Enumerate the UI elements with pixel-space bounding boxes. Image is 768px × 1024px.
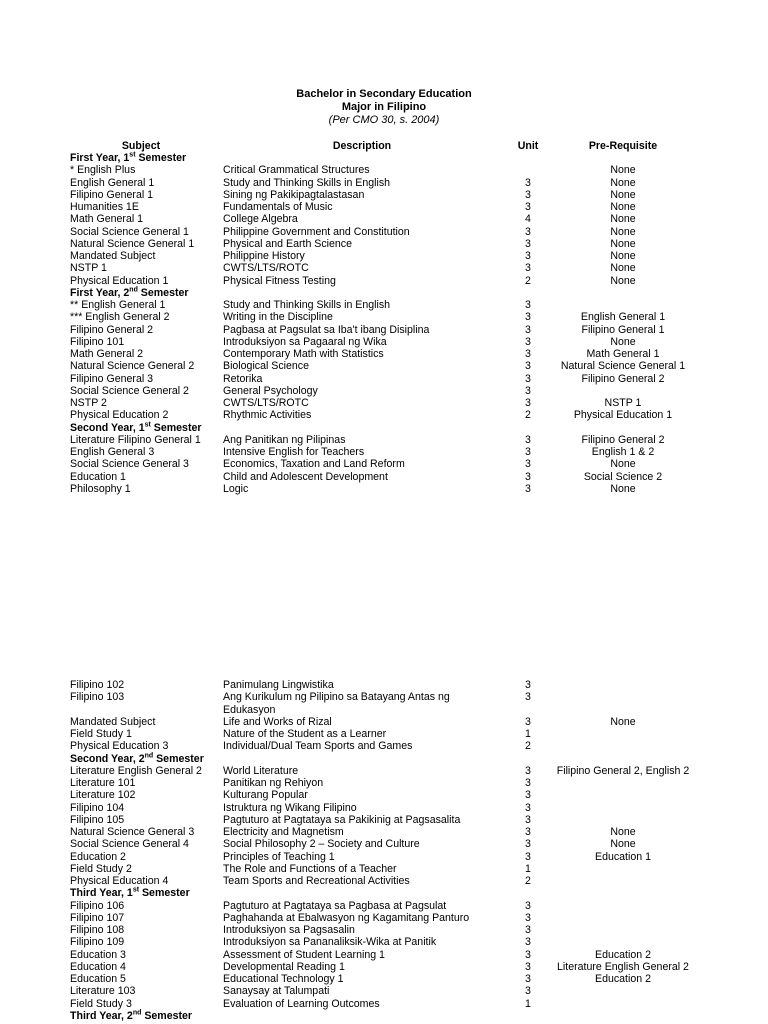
description-cell: College Algebra — [223, 213, 298, 226]
subject-cell: NSTP 2 — [70, 397, 107, 409]
subject-cell: English General 3 — [70, 446, 155, 458]
table-row — [0, 912, 768, 924]
column-header-subject: Subject — [121, 140, 161, 152]
table-row — [0, 275, 768, 287]
subject-cell: Filipino 109 — [70, 936, 125, 949]
table-row — [0, 458, 768, 470]
table-row — [0, 936, 768, 948]
subject-cell: Filipino 107 — [70, 911, 125, 924]
table-row — [0, 324, 768, 336]
table-row — [0, 471, 768, 483]
semester-heading-ordinal: st — [129, 151, 136, 159]
subject-cell: Education 4 — [70, 960, 126, 973]
table-row — [0, 373, 768, 385]
table-row — [0, 777, 768, 789]
description-cell: Sining ng Pakikipagtalastasan — [223, 188, 365, 201]
description-cell: Individual/Dual Team Sports and Games — [223, 740, 413, 753]
unit-cell: 3 — [525, 348, 531, 360]
subject-cell: Literature 103 — [70, 985, 136, 998]
description-cell: The Role and Functions of a Teacher — [223, 862, 397, 875]
table-row — [0, 961, 768, 973]
subject-cell: Filipino General 1 — [70, 188, 154, 201]
unit-cell: 3 — [525, 335, 531, 348]
description-cell: Kulturang Popular — [223, 789, 308, 802]
subject-cell: Social Science General 2 — [70, 384, 189, 397]
description-cell: Electricity and Magnetism — [223, 826, 344, 838]
subject-cell: Filipino 101 — [70, 335, 125, 348]
subject-cell: Education 2 — [70, 850, 126, 863]
column-header-description: Description — [332, 140, 392, 152]
description-cell: Physical Fitness Testing — [223, 274, 336, 287]
unit-cell: 1 — [525, 728, 531, 740]
unit-cell: 3 — [525, 470, 531, 483]
unit-cell: 1 — [525, 862, 531, 875]
description-cell: Sanaysay at Talumpati — [223, 985, 330, 998]
unit-cell: 2 — [525, 875, 531, 887]
subject-cell: Natural Science General 2 — [70, 360, 195, 373]
semester-heading-ordinal: st — [132, 886, 140, 894]
description-cell: Child and Adolescent Development — [223, 470, 388, 483]
semester-heading — [0, 887, 768, 899]
unit-cell: 3 — [525, 188, 531, 201]
unit-cell: 3 — [525, 948, 531, 961]
prerequisite-cell: Filipino General 2 — [581, 433, 665, 446]
table-row — [0, 851, 768, 863]
subject-cell: Math General 2 — [70, 348, 144, 360]
description-cell: Pagbasa at Pagsulat sa Iba't ibang Disiplina — [223, 323, 430, 336]
unit-cell: 3 — [525, 458, 531, 471]
unit-cell: 3 — [525, 838, 531, 851]
unit-cell: 3 — [525, 764, 531, 777]
subject-cell: Physical Education 2 — [70, 409, 169, 422]
description-cell: Philippine History — [223, 250, 305, 262]
description-cell: CWTS/LTS/ROTC — [223, 397, 309, 409]
description-cell: Fundamentals of Music — [223, 201, 333, 213]
description-cell: Ang Kurikulum ng Pilipino sa Batayang Antas ng Edukasyon — [223, 691, 450, 716]
table-row — [0, 360, 768, 372]
unit-cell: 3 — [525, 433, 531, 446]
semester-heading-ordinal: st — [144, 420, 151, 428]
subject-cell: Field Study 1 — [70, 728, 132, 740]
semester-heading — [0, 152, 768, 164]
subject-cell: Filipino 102 — [70, 679, 125, 691]
description-cell: Developmental Reading 1 — [223, 960, 345, 973]
subject-cell: Literature English General 2 — [70, 764, 202, 777]
table-row — [0, 900, 768, 912]
unit-cell: 3 — [525, 936, 531, 949]
description-cell: Ang Panitikan ng Pilipinas — [223, 433, 346, 446]
prerequisite-cell: Education 2 — [595, 948, 651, 961]
table-row — [0, 483, 768, 495]
table-row — [0, 238, 768, 250]
subject-cell: Philosophy 1 — [70, 482, 131, 495]
prerequisite-cell: None — [610, 188, 636, 201]
prerequisite-cell: Social Science 2 — [583, 470, 663, 483]
prerequisite-cell: English 1 & 2 — [591, 446, 655, 458]
unit-cell: 3 — [525, 899, 531, 912]
unit-cell: 3 — [525, 801, 531, 814]
semester-heading — [0, 287, 768, 299]
description-cell: Pagtuturo at Pagtataya sa Pagbasa at Pagsulat — [223, 899, 447, 912]
table-row — [0, 446, 768, 458]
subject-cell: Filipino 103 — [70, 691, 125, 704]
semester-heading-ordinal: nd — [144, 751, 154, 759]
description-cell: Physical and Earth Science — [223, 237, 352, 250]
table-row — [0, 679, 768, 691]
prerequisite-cell: None — [610, 715, 636, 728]
semester-heading-text: First Year, 1st Semester — [70, 151, 187, 164]
description-cell: Assessment of Student Learning 1 — [223, 948, 385, 961]
subject-cell: Math General 1 — [70, 213, 144, 226]
prerequisite-cell: Literature English General 2 — [557, 960, 689, 973]
unit-cell: 2 — [525, 740, 531, 753]
description-cell: Study and Thinking Skills in English — [223, 299, 391, 311]
semester-heading — [0, 422, 768, 434]
unit-cell: 3 — [525, 323, 531, 336]
description-cell: Rhythmic Activities — [223, 409, 312, 422]
description-cell: Introduksiyon sa Pagaaral ng Wika — [223, 335, 387, 348]
prerequisite-cell: Education 1 — [595, 850, 651, 863]
prerequisite-cell: Filipino General 2 — [581, 372, 665, 385]
table-row — [0, 213, 768, 225]
unit-cell: 3 — [525, 384, 531, 397]
table-row — [0, 336, 768, 348]
subject-cell: Filipino 106 — [70, 899, 125, 912]
table-row — [0, 863, 768, 875]
table-row — [0, 348, 768, 360]
unit-cell: 3 — [525, 201, 531, 213]
document-subtitle: Major in Filipino — [341, 101, 427, 113]
subject-cell: Social Science General 3 — [70, 458, 189, 471]
semester-heading — [0, 1010, 768, 1022]
semester-heading — [0, 753, 768, 765]
description-cell: Logic — [223, 482, 249, 495]
description-cell: Intensive English for Teachers — [223, 446, 365, 458]
subject-cell: Natural Science General 1 — [70, 237, 195, 250]
table-row — [0, 838, 768, 850]
curriculum-table-section-2 — [0, 679, 768, 1022]
description-cell: Introduksiyon sa Pananaliksik-Wika at Panitik — [223, 936, 437, 949]
subject-cell: Social Science General 4 — [70, 838, 189, 851]
unit-cell: 3 — [525, 777, 531, 789]
subject-cell: Natural Science General 3 — [70, 826, 195, 838]
subject-cell: Literature 102 — [70, 789, 136, 802]
unit-cell: 3 — [525, 299, 531, 311]
subject-cell: Education 5 — [70, 973, 126, 985]
semester-heading-ordinal: nd — [129, 286, 138, 294]
prerequisite-cell: Natural Science General 1 — [560, 360, 686, 373]
document-title: Bachelor in Secondary Education — [296, 88, 472, 100]
unit-cell: 3 — [525, 973, 531, 985]
table-row — [0, 826, 768, 838]
subject-cell: Filipino 104 — [70, 801, 125, 814]
unit-cell: 1 — [525, 997, 531, 1010]
unit-cell: 3 — [525, 397, 531, 409]
table-row — [0, 985, 768, 997]
unit-cell: 3 — [525, 482, 531, 495]
unit-cell: 3 — [525, 985, 531, 998]
table-row — [0, 924, 768, 936]
description-cell: Paghahanda at Ebalwasyon ng Kagamitang Panturo — [223, 911, 470, 924]
description-cell: Critical Grammatical Structures — [223, 164, 370, 177]
semester-heading-text: Third Year, 1st Semester — [70, 886, 190, 900]
column-header-unit: Unit — [517, 140, 539, 152]
description-cell: Nature of the Student as a Learner — [223, 728, 387, 740]
subject-cell: Education 1 — [70, 470, 126, 483]
prerequisite-cell: NSTP 1 — [604, 397, 642, 409]
semester-heading-text: First Year, 2nd Semester — [70, 286, 189, 299]
description-cell: CWTS/LTS/ROTC — [223, 262, 309, 275]
description-cell: Biological Science — [223, 360, 309, 373]
prerequisite-cell: None — [610, 225, 636, 238]
prerequisite-cell: None — [610, 482, 636, 495]
unit-cell: 3 — [525, 924, 531, 936]
table-row — [0, 949, 768, 961]
subject-cell: Literature 101 — [70, 777, 136, 789]
description-cell: Panitikan ng Rehiyon — [223, 777, 324, 789]
subject-cell: Filipino 108 — [70, 924, 125, 936]
unit-cell: 3 — [525, 691, 531, 704]
table-row — [0, 226, 768, 238]
prerequisite-cell: None — [610, 164, 636, 177]
table-row — [0, 397, 768, 409]
description-cell: Contemporary Math with Statistics — [223, 348, 384, 360]
prerequisite-cell: None — [610, 826, 636, 838]
unit-cell: 3 — [525, 813, 531, 826]
semester-heading-text: Second Year, 1st Semester — [70, 420, 202, 434]
description-cell: Educational Technology 1 — [223, 973, 344, 985]
prerequisite-cell: Filipino General 1 — [581, 323, 665, 336]
table-row — [0, 691, 768, 716]
table-row — [0, 789, 768, 801]
subject-cell: Social Science General 1 — [70, 225, 189, 238]
description-cell: Writing in the Discipline — [223, 311, 333, 324]
table-row — [0, 311, 768, 323]
table-row — [0, 189, 768, 201]
description-cell: Principles of Teaching 1 — [223, 850, 335, 863]
description-cell: Istruktura ng Wikang Filipino — [223, 801, 357, 814]
unit-cell: 3 — [525, 360, 531, 373]
table-row — [0, 998, 768, 1010]
unit-cell: 3 — [525, 176, 531, 189]
table-row — [0, 385, 768, 397]
subject-cell: Physical Education 1 — [70, 274, 169, 287]
unit-cell: 3 — [525, 446, 531, 458]
subject-cell: NSTP 1 — [70, 262, 107, 275]
prerequisite-cell: Math General 1 — [586, 348, 660, 360]
unit-cell: 2 — [525, 409, 531, 422]
description-cell: Economics, Taxation and Land Reform — [223, 458, 405, 471]
subject-cell: Mandated Subject — [70, 250, 156, 262]
subject-cell: Field Study 2 — [70, 862, 132, 875]
prerequisite-cell: None — [610, 176, 636, 189]
curriculum-table-section-1 — [0, 152, 768, 495]
description-cell: Team Sports and Recreational Activities — [223, 875, 410, 887]
subject-cell: * English Plus — [70, 164, 136, 177]
prerequisite-cell: Physical Education 1 — [573, 409, 673, 422]
table-row — [0, 802, 768, 814]
table-row — [0, 250, 768, 262]
unit-cell: 3 — [525, 826, 531, 838]
description-cell: Social Philosophy 2 – Society and Culture — [223, 838, 420, 851]
unit-cell: 3 — [525, 715, 531, 728]
subject-cell: *** English General 2 — [70, 311, 170, 324]
subject-cell: Filipino 105 — [70, 813, 125, 826]
table-row — [0, 765, 768, 777]
description-cell: Philippine Government and Constitution — [223, 225, 410, 238]
subject-cell: Education 3 — [70, 948, 126, 961]
unit-cell: 3 — [525, 250, 531, 262]
unit-cell: 3 — [525, 960, 531, 973]
semester-heading-text: Second Year, 2nd Semester — [70, 751, 204, 765]
unit-cell: 3 — [525, 789, 531, 802]
prerequisite-cell: English General 1 — [580, 311, 666, 324]
description-cell: World Literature — [223, 764, 299, 777]
table-row — [0, 262, 768, 274]
table-row — [0, 164, 768, 176]
table-row — [0, 716, 768, 728]
table-row — [0, 875, 768, 887]
table-row — [0, 201, 768, 213]
semester-heading-ordinal: nd — [132, 1009, 142, 1017]
prerequisite-cell: None — [610, 274, 636, 287]
table-row — [0, 177, 768, 189]
subject-cell: Humanities 1E — [70, 201, 139, 213]
table-row — [0, 299, 768, 311]
prerequisite-cell: None — [610, 838, 636, 851]
description-cell: Panimulang Lingwistika — [223, 679, 334, 691]
table-row — [0, 973, 768, 985]
table-row — [0, 728, 768, 740]
table-row — [0, 434, 768, 446]
description-cell: General Psychology — [223, 384, 318, 397]
unit-cell: 2 — [525, 274, 531, 287]
prerequisite-cell: None — [610, 335, 636, 348]
unit-cell: 4 — [525, 213, 531, 226]
column-header-prerequisite: Pre-Requisite — [588, 140, 658, 152]
description-cell: Study and Thinking Skills in English — [223, 176, 391, 189]
prerequisite-cell: None — [610, 213, 636, 226]
description-cell: Pagtuturo at Pagtataya sa Pakikinig at Pagsasalita — [223, 813, 461, 826]
table-row — [0, 814, 768, 826]
semester-heading-text: Third Year, 2nd Semester — [70, 1009, 193, 1022]
subject-cell: Physical Education 3 — [70, 740, 169, 753]
prerequisite-cell: Filipino General 2, English 2 — [556, 764, 690, 777]
prerequisite-cell: None — [610, 201, 636, 213]
table-row — [0, 409, 768, 421]
description-cell: Life and Works of Rizal — [223, 715, 332, 728]
prerequisite-cell: None — [610, 237, 636, 250]
prerequisite-cell: None — [610, 250, 636, 262]
prerequisite-cell: None — [610, 458, 636, 471]
unit-cell: 3 — [525, 311, 531, 324]
unit-cell: 3 — [525, 262, 531, 275]
unit-cell: 3 — [525, 372, 531, 385]
description-cell: Introduksiyon sa Pagsasalin — [223, 924, 355, 936]
subject-cell: ** English General 1 — [70, 299, 166, 311]
subject-cell: Mandated Subject — [70, 715, 156, 728]
description-cell: Evaluation of Learning Outcomes — [223, 997, 380, 1010]
unit-cell: 3 — [525, 679, 531, 691]
subject-cell: Field Study 3 — [70, 997, 132, 1010]
unit-cell: 3 — [525, 911, 531, 924]
subject-cell: Filipino General 2 — [70, 323, 154, 336]
unit-cell: 3 — [525, 850, 531, 863]
subject-cell: Physical Education 4 — [70, 875, 169, 887]
description-cell: Retorika — [223, 372, 263, 385]
unit-cell: 3 — [525, 237, 531, 250]
unit-cell: 3 — [525, 225, 531, 238]
table-row — [0, 740, 768, 752]
subject-cell: English General 1 — [70, 176, 155, 189]
subject-cell: Literature Filipino General 1 — [70, 433, 201, 446]
prerequisite-cell: None — [610, 262, 636, 275]
prerequisite-cell: Education 2 — [595, 973, 651, 985]
document-reference: (Per CMO 30, s. 2004) — [328, 114, 440, 126]
subject-cell: Filipino General 3 — [70, 372, 154, 385]
